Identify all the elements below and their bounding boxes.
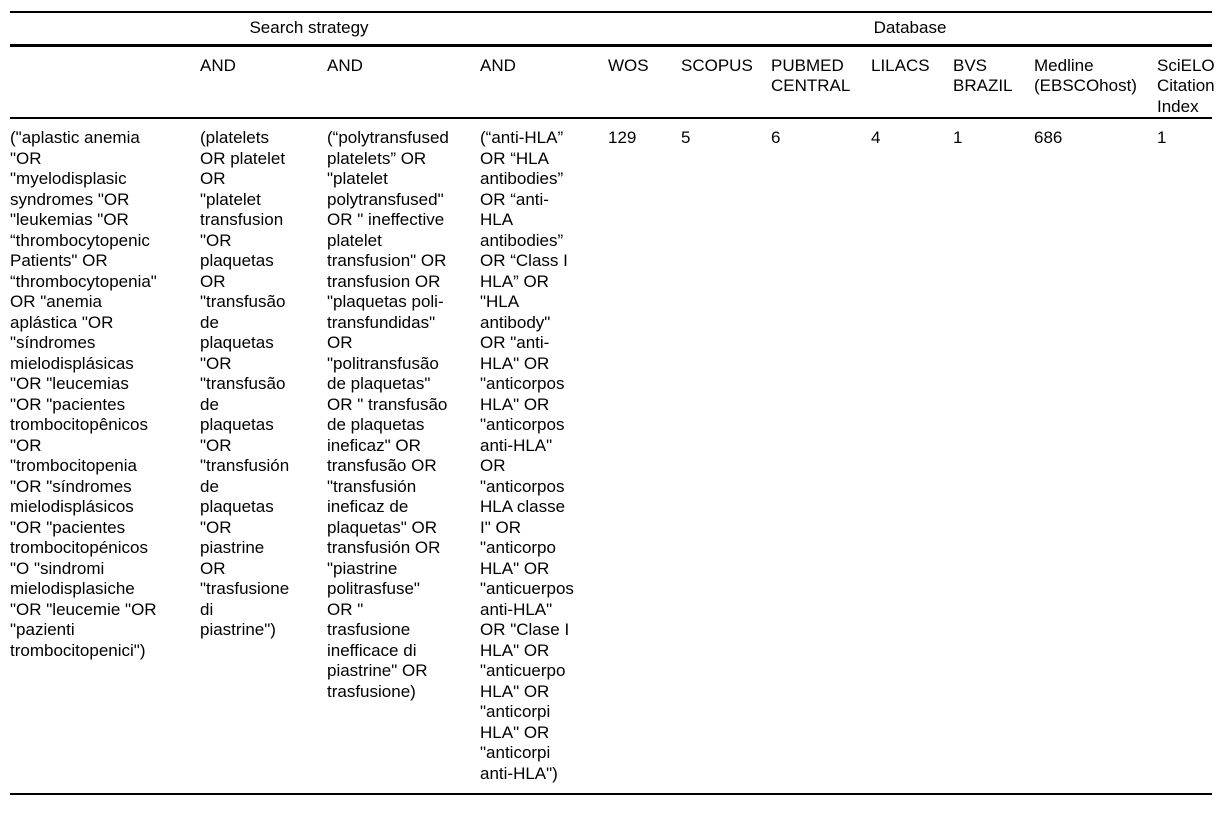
group-header-database: Database: [608, 12, 1212, 45]
search-terms-cell-1: [10, 118, 200, 794]
col-header-lilacs: LILACS: [871, 45, 953, 118]
col-header-scopus: SCOPUS: [681, 45, 771, 118]
search-terms-cell-3: [327, 118, 480, 794]
col-header-wos: WOS: [608, 45, 681, 118]
result-lilacs: 4: [871, 128, 881, 147]
col-header-medline-ebscohost: Medline (EBSCOhost): [1034, 45, 1157, 118]
col-header-scielo-citation-index: SciELO Citation Index: [1157, 45, 1212, 118]
column-header-row: [10, 45, 1212, 118]
col-header-blank: [10, 45, 200, 118]
group-header-search-strategy: Search strategy: [10, 12, 608, 45]
search-terms-text-4: (“anti-HLA” OR “HLA antibodies” OR “anti-HLA antibodies” OR “Class I HLA” OR "HLA antibody" OR "anti-HLA" OR "anticorpos HLA" OR "anticorpos anti-HLA" OR "anticorpos HLA classe I" OR "anticorpo HLA" OR "anticuerpos anti-HLA" OR "Clase I HLA" OR "anticuerpo HLA" OR "anticorpi HLA" OR "anticorpi anti-HLA"): [480, 128, 574, 783]
result-medline-ebscohost: 686: [1034, 128, 1063, 147]
col-header-pubmed-central: PUBMED CENTRAL: [771, 45, 871, 118]
search-strategy-database-table: [10, 11, 1215, 795]
group-header-row: [10, 12, 1212, 45]
col-header-and-3: AND: [480, 45, 608, 118]
result-bvs-brazil: 1: [953, 128, 963, 147]
result-scopus: 5: [681, 128, 691, 147]
col-header-bvs-brazil: BVS BRAZIL: [953, 45, 1034, 118]
result-scielo-citation-index: 1: [1157, 128, 1167, 147]
search-terms-text-3: (“polytransfused platelets” OR "platelet polytransfused" OR " ineffective platelet transfusion" OR transfusion OR "plaquetas poli-transfundidas" OR "politransfusão de plaquetas" OR " transfusão de plaquetas ineficaz" OR transfusão OR "transfusión ineficaz de plaquetas" OR transfusión OR "piastrine politrasfuse" OR " trasfusione inefficace di piastrine" OR trasfusione): [327, 128, 449, 701]
table-row: [10, 118, 1212, 794]
search-terms-cell-2: [200, 118, 327, 794]
col-header-and-1: AND: [200, 45, 327, 118]
search-terms-text-1: ("aplastic anemia "OR "myelodisplasic syndromes "OR "leukemias "OR “thrombocytopenic Patients" OR “thrombocytopenia" OR "anemia aplástica "OR "síndromes mielodisplásicas "OR "leucemias "OR "pacientes trombocitopênicos "OR "trombocitopenia "OR "síndromes mielodisplásicos "OR "pacientes trombocitopénicos "O "sindromi mielodisplasiche "OR "leucemie "OR "pazienti trombocitopenici"): [10, 128, 157, 660]
search-terms-text-2: (platelets OR platelet OR "platelet transfusion "OR plaquetas OR "transfusão de plaquetas "OR "transfusão de plaquetas "OR "transfusión de plaquetas "OR piastrine OR "trasfusione di piastrine"): [200, 128, 290, 639]
search-terms-cell-4: [480, 118, 608, 794]
col-header-and-2: AND: [327, 45, 480, 118]
result-pubmed-central: 6: [771, 128, 781, 147]
result-wos: 129: [608, 128, 637, 147]
